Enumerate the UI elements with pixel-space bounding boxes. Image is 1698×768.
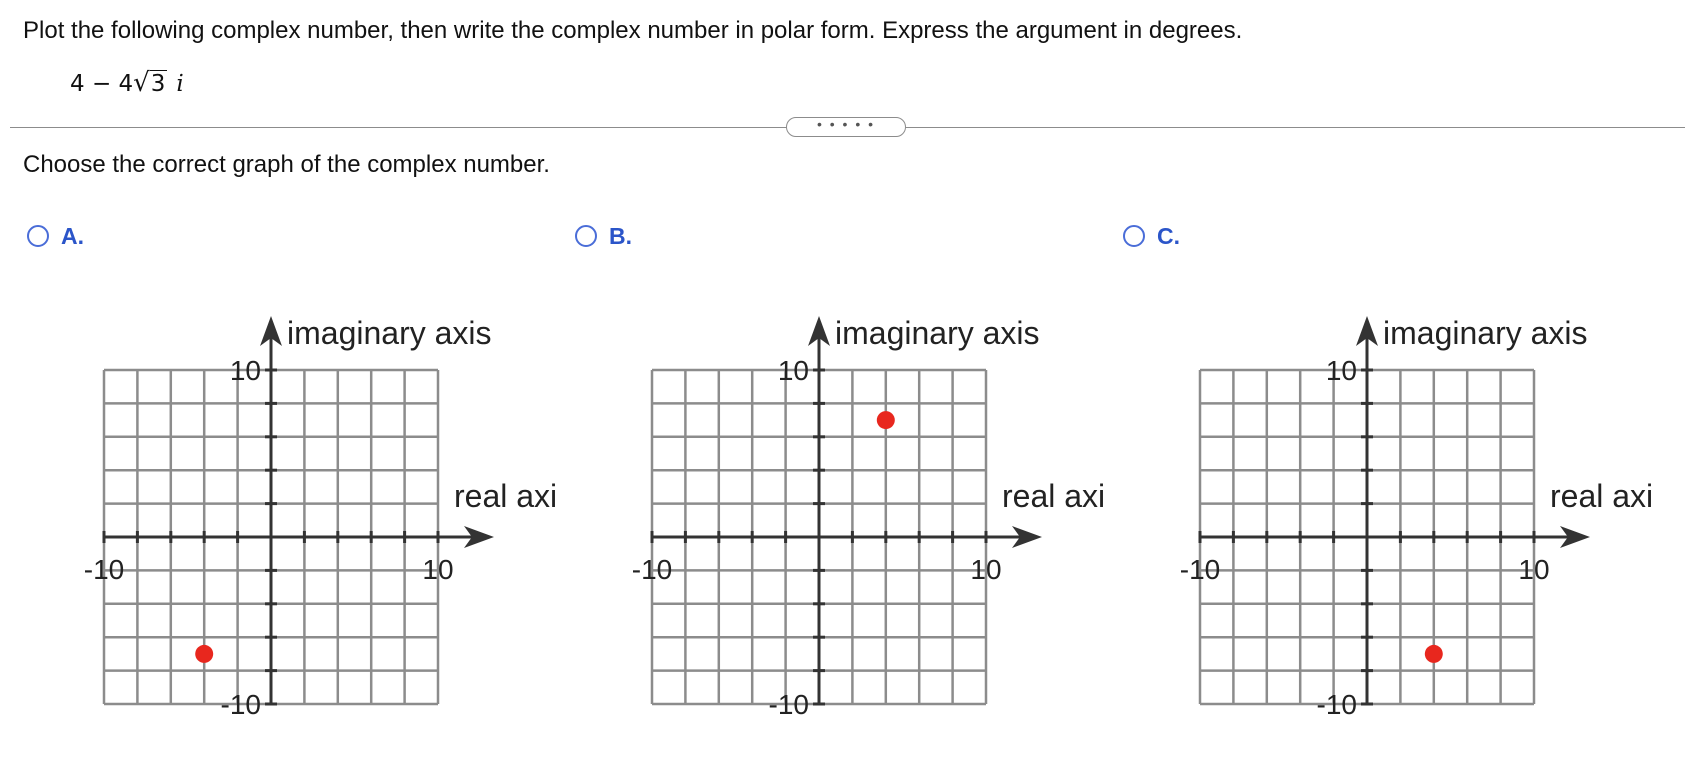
imaginary-axis-title: imaginary axis (287, 315, 492, 351)
option-c-label: C. (1157, 222, 1180, 249)
option-b-radio[interactable] (575, 225, 597, 247)
real-tick-label-max: 10 (970, 554, 1002, 585)
data-point (877, 411, 895, 429)
expression-lead: 4 − 4 (70, 71, 134, 97)
option-a-label: A. (61, 222, 84, 249)
real-tick-label-min: -10 (83, 554, 125, 585)
option-b[interactable] (575, 222, 632, 250)
data-point (1425, 645, 1443, 663)
option-c-radio[interactable] (1123, 225, 1145, 247)
real-axis-title: real axi (1550, 478, 1654, 514)
question-text: Plot the following complex number, then write the complex number in polar form. Express the argument in degrees. (23, 17, 1243, 44)
imaginary-tick-label-max: 10 (229, 355, 261, 386)
imaginary-tick-label-min: -10 (1316, 689, 1357, 720)
graph-c (1156, 300, 1654, 720)
expand-button[interactable]: • • • • • (786, 117, 906, 137)
imaginary-tick-label-min: -10 (768, 689, 809, 720)
real-tick-label-min: -10 (631, 554, 673, 585)
data-point (195, 645, 213, 663)
graph-a (60, 300, 558, 720)
real-axis-title: real axi (1002, 478, 1106, 514)
imaginary-axis-title: imaginary axis (835, 315, 1040, 351)
radicand: 3 (150, 71, 166, 97)
radical-sign-icon: √ (133, 68, 150, 98)
imaginary-tick-label-max: 10 (777, 355, 809, 386)
imaginary-tick-label-min: -10 (220, 689, 261, 720)
graph-b (608, 300, 1106, 720)
real-tick-label-max: 10 (1518, 554, 1550, 585)
imaginary-axis-title: imaginary axis (1383, 315, 1588, 351)
option-a-radio[interactable] (27, 225, 49, 247)
option-c[interactable] (1123, 222, 1180, 250)
instruction-text: Choose the correct graph of the complex number. (23, 151, 550, 178)
real-tick-label-max: 10 (422, 554, 454, 585)
complex-number-expression (70, 68, 184, 98)
option-a[interactable] (27, 222, 84, 250)
real-tick-label-min: -10 (1179, 554, 1221, 585)
option-b-label: B. (609, 222, 632, 249)
real-axis-title: real axi (454, 478, 558, 514)
square-root (133, 68, 167, 98)
imaginary-unit: i (176, 71, 184, 97)
imaginary-tick-label-max: 10 (1325, 355, 1357, 386)
